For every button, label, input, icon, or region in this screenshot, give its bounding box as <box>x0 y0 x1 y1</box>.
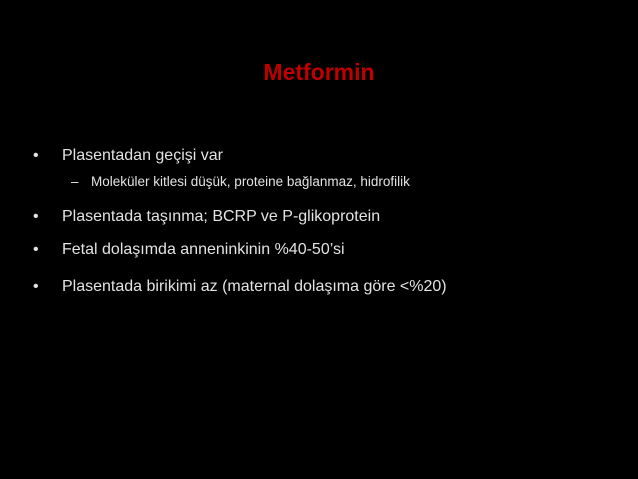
sub-bullet-marker: – <box>71 174 79 189</box>
bullet-text: Plasentada taşınma; BCRP ve P-glikoprotein <box>62 208 381 225</box>
slide-title-text: Metformin <box>263 59 375 85</box>
slide-title <box>0 56 638 88</box>
bullet-marker: • <box>33 147 39 164</box>
bullet-text: Fetal dolaşımda anneninkinin %40-50’si <box>62 241 345 258</box>
bullet-marker: • <box>33 278 39 295</box>
bullet-marker: • <box>33 208 39 225</box>
bullet-text: Plasentada birikimi az (maternal dolaşıma göre <%20) <box>62 278 447 295</box>
bullet-text: Plasentadan geçişi var <box>62 147 223 164</box>
sub-bullet-text: Moleküler kitlesi düşük, proteine bağlanmaz, hidrofilik <box>91 174 410 189</box>
bullet-marker: • <box>33 241 39 258</box>
